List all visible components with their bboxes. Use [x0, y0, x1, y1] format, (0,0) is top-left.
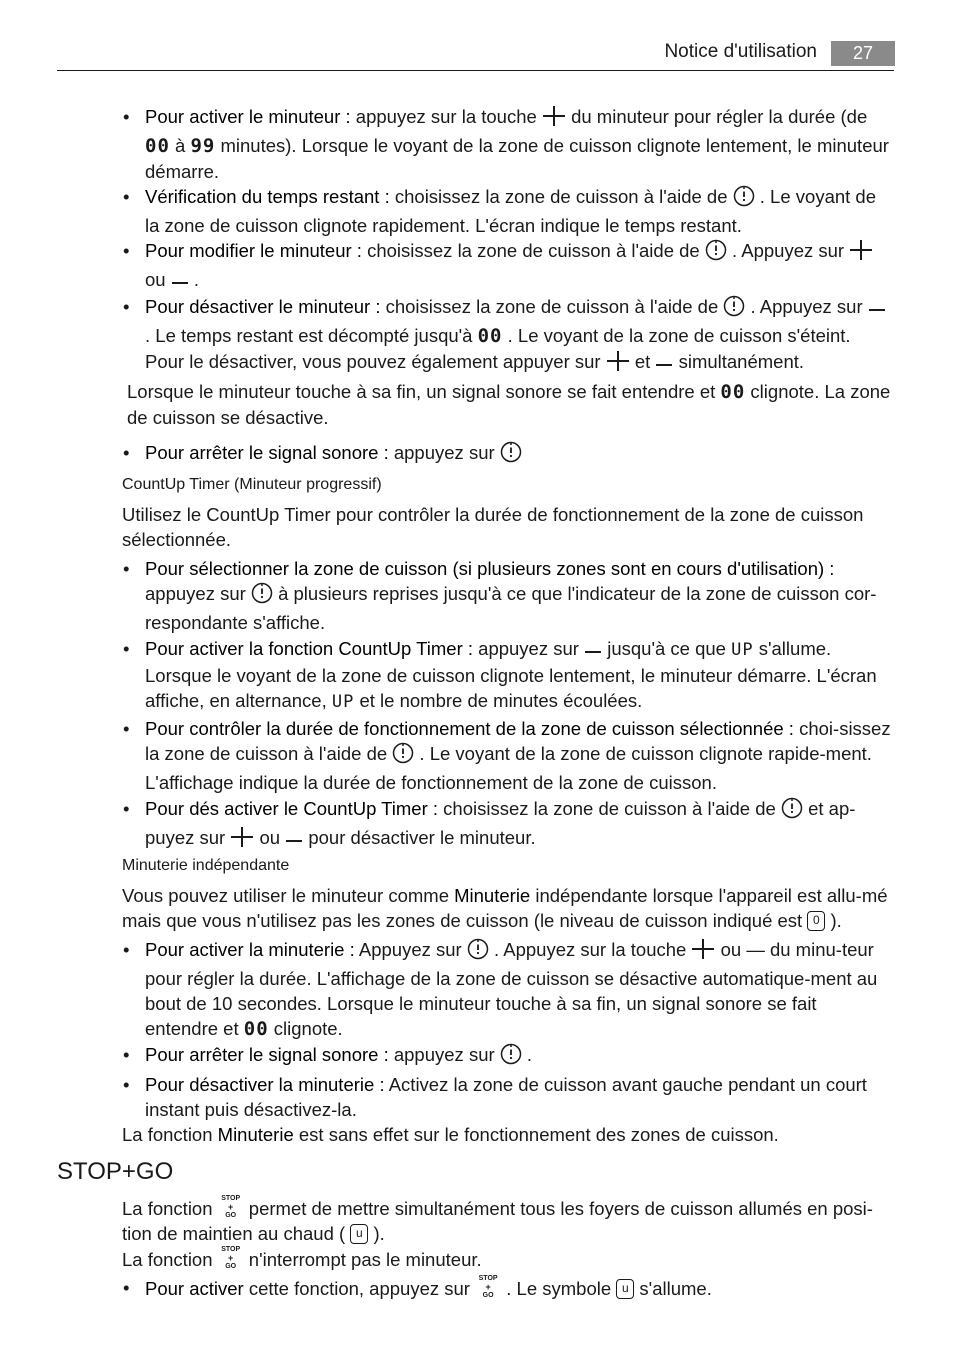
bullet-select-zone: [145, 556, 894, 635]
stop-go-icon: [218, 1246, 244, 1272]
text: appuyez sur la touche: [350, 106, 542, 127]
text: et ap-puyez sur: [145, 798, 856, 848]
text: appuyez sur: [388, 442, 500, 463]
text: choi-sissez la zone de cuisson à l'aide de: [145, 718, 891, 764]
plus-icon: [849, 239, 873, 267]
bullet-lead: Pour arrêter le signal sonore :: [145, 1044, 389, 1065]
display-glyph: 00: [243, 1018, 269, 1040]
text: s'allume. Lorsque le voyant de la zone de cuisson clignote lentement, le minuteur démarre. L'écran affiche, en alternance,: [145, 638, 877, 711]
text: appuyez sur: [473, 638, 585, 659]
timer-clock-icon: [733, 185, 755, 213]
minus-icon: [285, 827, 303, 852]
display-glyph: 00: [145, 135, 170, 157]
stop-go-mid: +: [485, 1282, 491, 1292]
text: La fonction: [122, 1198, 218, 1219]
minus-icon: [171, 269, 189, 294]
stop-go-top: STOP: [221, 1195, 241, 1202]
text: choisissez la zone de cuisson à l'aide de: [389, 186, 733, 207]
text: . Le voyant de la zone de cuisson clignote rapidement. L'écran indique le temps restant.: [145, 186, 877, 236]
text: Activez la zone de cuisson avant gauche pendant un court instant puis désactivez-la.: [145, 1074, 867, 1120]
symbol-text: u: [355, 1226, 363, 1240]
text: est sans effet sur le fonctionnement des zones de cuisson.: [293, 1124, 779, 1145]
display-glyph: 00: [720, 381, 746, 403]
section-heading: STOP+GO: [57, 1158, 174, 1185]
plus-icon: [691, 938, 715, 966]
display-glyph: 99: [190, 135, 216, 157]
display-glyph: UP: [331, 692, 355, 712]
bullet-deactivate-timer: [145, 294, 894, 378]
bullet-activate-minuterie: [145, 937, 894, 1042]
timer-clock-icon: [500, 441, 522, 469]
text: . Appuyez sur: [726, 240, 850, 261]
text: . Appuyez sur la touche: [488, 939, 692, 960]
text: . Le symbole: [501, 1278, 617, 1299]
text: n'interrompt pas le minuteur.: [243, 1249, 482, 1270]
display-glyph: 00: [477, 325, 503, 347]
subheading-minuterie: Minuterie indépendante: [122, 857, 290, 874]
text: .: [188, 269, 199, 290]
display-glyph: UP: [731, 640, 754, 660]
text: ou: [254, 827, 286, 848]
bullet-deactivate-countup: [145, 796, 894, 854]
text: jusqu'à ce que: [602, 638, 732, 659]
paragraph-countup-intro: Utilisez le CountUp Timer pour contrôler la durée de fonctionnement de la zone de cuisson sélectionnée.: [122, 504, 864, 550]
timer-clock-icon: [467, 938, 489, 966]
text: . Le temps restant est décompté jusqu'à: [145, 325, 478, 346]
bullet-stop-signal-2: [145, 1042, 894, 1071]
plus-icon: [230, 826, 254, 854]
bullet-check-duration: [145, 716, 894, 795]
paragraph-minuterie-note: [122, 1122, 894, 1147]
bullet-check-remaining: [145, 184, 894, 238]
text: indépendante lorsque l'appareil est allu-mé mais que vous n'utilisez pas les zones de cuisson (le niveau de cuisson indiqué est: [122, 885, 888, 931]
text: Lorsque le minuteur touche à sa fin, un signal sonore se fait entendre et: [127, 381, 721, 402]
bullet-lead: Pour activer le minuteur :: [145, 106, 351, 127]
bullet-lead: Pour modifier le minuteur :: [145, 240, 362, 261]
header-rule: [57, 70, 894, 71]
text: à plusieurs reprises jusqu'à ce que l'indicateur de la zone de cuisson cor-respondante s'affiche.: [145, 583, 877, 633]
text: choisissez la zone de cuisson à l'aide de: [438, 798, 781, 819]
stop-go-mid: +: [228, 1253, 234, 1263]
page-number: 27: [831, 41, 895, 66]
timer-clock-icon: [392, 742, 414, 770]
symbol-text: 0: [813, 913, 820, 927]
bullet-activate-countup: [145, 636, 894, 715]
bullet-lead: Pour dés activer le CountUp Timer :: [145, 798, 439, 819]
timer-clock-icon: [781, 797, 803, 825]
text: permet de mettre simultanément tous les foyers de cuisson allumés en posi-tion de maintien au chaud (: [122, 1198, 873, 1244]
stop-go-bottom: GO: [225, 1212, 237, 1219]
text: ou — du minu-teur pour régler la durée. L'affichage de la zone de cuisson se désactive automatique-ment au bout de 10 secondes. Lorsque le minuteur touche à sa fin, un signal sonore se fait entendre et: [145, 939, 878, 1039]
bullet-activate-stopgo: [145, 1275, 894, 1301]
stop-go-icon: [475, 1275, 501, 1301]
level-zero-symbol: [807, 911, 825, 931]
bullet-lead: Pour désactiver la minuterie :: [145, 1074, 385, 1095]
minus-icon: [655, 351, 673, 376]
paragraph-timer-end: [127, 379, 894, 430]
text: et: [629, 351, 656, 372]
text: appuyez sur: [145, 583, 251, 604]
text: du minuteur pour régler la durée (de: [565, 106, 868, 127]
text: pour désactiver le minuteur.: [303, 827, 536, 848]
bullet-lead: Pour sélectionner la zone de cuisson (si plusieurs zones sont en cours d'utilisation) :: [145, 558, 835, 579]
bullet-lead: Pour activer la minuterie :: [145, 939, 355, 960]
bullet-activate-timer: [145, 104, 894, 184]
bullet-lead: Pour arrêter le signal sonore :: [145, 442, 389, 463]
minus-icon: [584, 638, 602, 663]
stop-go-top: STOP: [478, 1275, 498, 1282]
text: simultanément.: [673, 351, 805, 372]
paragraph-minuterie-intro: [122, 883, 894, 933]
paragraph-stopgo: [122, 1195, 894, 1272]
text: ).: [368, 1223, 385, 1244]
text: La fonction: [122, 1124, 218, 1145]
header-title: Notice d'utilisation: [664, 41, 817, 62]
timer-clock-icon: [705, 239, 727, 267]
text: La fonction: [122, 1249, 218, 1270]
minus-icon: [868, 296, 886, 321]
text: ).: [825, 910, 842, 931]
bullet-lead: Pour désactiver le minuteur :: [145, 296, 381, 317]
text: choisissez la zone de cuisson à l'aide de: [380, 296, 724, 317]
timer-clock-icon: [251, 582, 273, 610]
bullet-modify-timer: [145, 238, 894, 294]
text: . Le voyant de la zone de cuisson clignote rapide-ment. L'affichage indique la durée de fonctionnement de la zone de cuisson.: [145, 743, 872, 793]
text: à: [169, 135, 191, 156]
text: appuyez sur: [388, 1044, 500, 1065]
text: clignote. La zone de cuisson se désactive.: [127, 381, 891, 428]
text: Appuyez sur: [354, 939, 467, 960]
stop-go-top: STOP: [221, 1246, 241, 1253]
stop-go-icon: [218, 1195, 244, 1221]
keep-warm-symbol: [616, 1279, 634, 1299]
timer-clock-icon: [500, 1043, 522, 1071]
subheading-countup: CountUp Timer (Minuteur progressif): [122, 476, 382, 493]
stop-go-mid: +: [228, 1202, 234, 1212]
text: et le nombre de minutes écoulées.: [354, 690, 643, 711]
keep-warm-symbol: [350, 1224, 368, 1244]
plus-icon: [606, 350, 630, 378]
stop-go-bottom: GO: [225, 1263, 237, 1270]
text: clignote.: [268, 1018, 343, 1039]
timer-clock-icon: [723, 295, 745, 323]
bullet-lead: Pour activer: [145, 1278, 244, 1299]
symbol-text: u: [621, 1281, 629, 1295]
text: . Le voyant de la zone de cuisson s'éteint. Pour le désactiver, vous pouvez également appuyer sur: [145, 325, 851, 372]
stop-go-bottom: GO: [482, 1292, 494, 1299]
text: ou: [145, 269, 171, 290]
text: .: [521, 1044, 533, 1065]
keyword: Minuterie: [217, 1124, 294, 1145]
text: Vous pouvez utiliser le minuteur comme: [122, 885, 455, 906]
plus-icon: [542, 105, 566, 133]
text: choisissez la zone de cuisson à l'aide de: [361, 240, 705, 261]
text: s'allume.: [634, 1278, 712, 1299]
bullet-lead: Vérification du temps restant :: [145, 186, 390, 207]
bullet-lead: Pour activer la fonction CountUp Timer :: [145, 638, 474, 659]
bullet-stop-signal: [145, 440, 894, 469]
keyword: Minuterie: [454, 885, 531, 906]
text: minutes). Lorsque le voyant de la zone de cuisson clignote lentement, le minuteur démarre.: [145, 135, 889, 182]
text: . Appuyez sur: [745, 296, 868, 317]
bullet-deactivate-minuterie: [145, 1072, 894, 1122]
bullet-lead: Pour contrôler la durée de fonctionnement de la zone de cuisson sélectionnée :: [145, 718, 794, 739]
text: cette fonction, appuyez sur: [243, 1278, 476, 1299]
